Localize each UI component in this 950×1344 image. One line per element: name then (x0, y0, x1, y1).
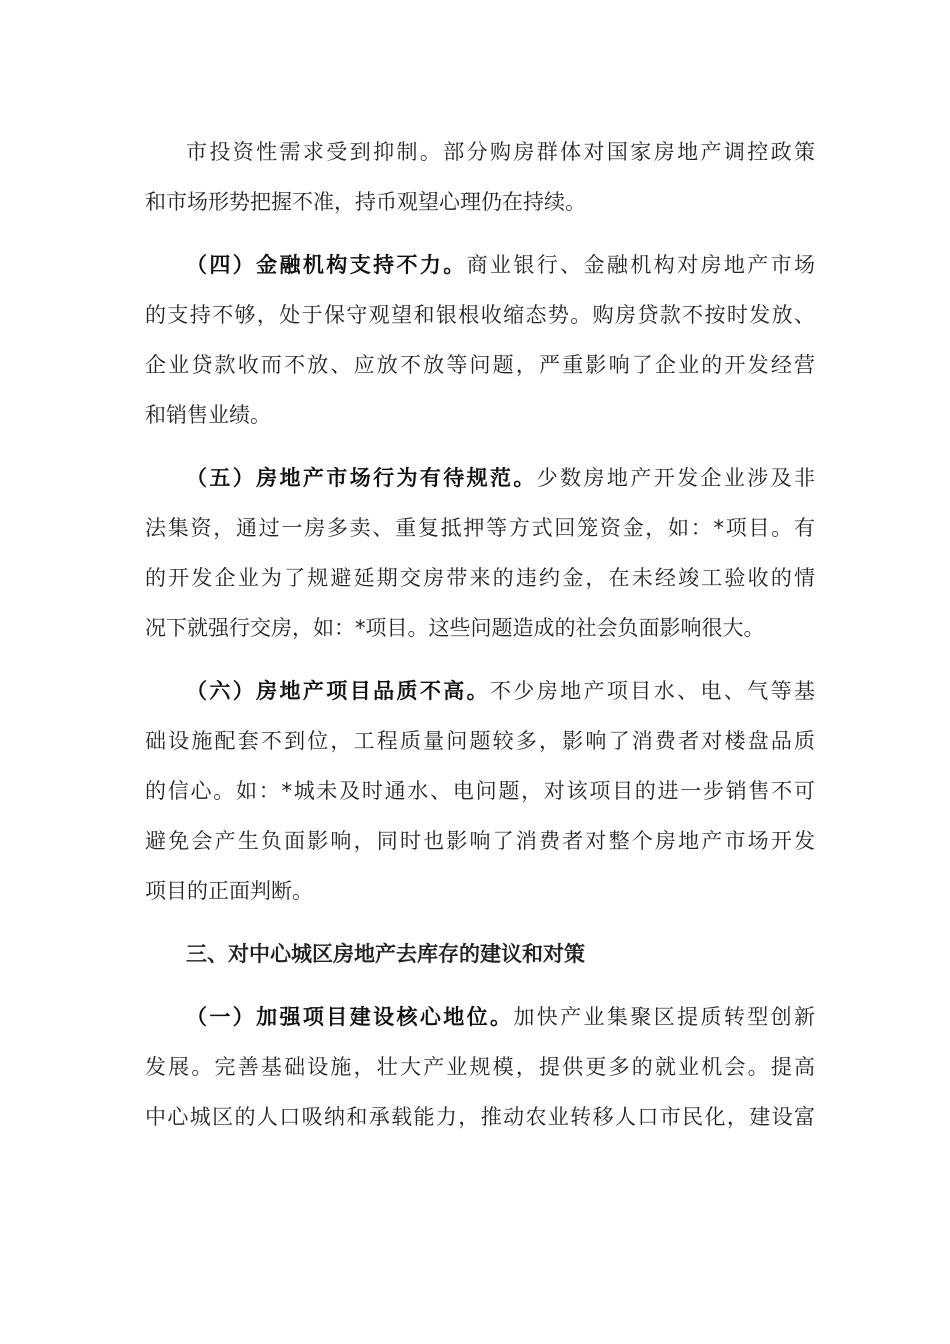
paragraph-lead: （一）加强项目建设核心地位。 (186, 1005, 514, 1029)
paragraph-line: 的信心。如：*城未及时通水、电问题，对该项目的进一步销售不可 (145, 779, 815, 803)
paragraph-lead: （五）房地产市场行为有待规范。 (186, 466, 537, 490)
paragraph-line: 市投资性需求受到抑制。部分购房群体对国家房地产调控政策 (186, 140, 815, 164)
paragraph-line (186, 676, 815, 706)
paragraph-line: 和市场形势把握不准，持币观望心理仍在持续。 (145, 190, 586, 214)
paragraph-text: 不少房地产项目水、电、气等基 (490, 679, 815, 703)
paragraph-lead: （六）房地产项目品质不高。 (186, 679, 490, 703)
paragraph-line: 的支持不够，处于保守观望和银根收缩态势。购房贷款不按时发放、 (145, 303, 815, 327)
paragraph-line: 项目的正面判断。 (145, 879, 313, 903)
paragraph-line: 中心城区的人口吸纳和承载能力，推动农业转移人口市民化，建设富 (145, 1105, 815, 1129)
paragraph-line: 和销售业绩。 (145, 403, 271, 427)
paragraph-line: 发展。完善基础设施，壮大产业规模，提供更多的就业机会。提高 (145, 1055, 815, 1079)
paragraph-line: 础设施配套不到位，工程质量问题较多，影响了消费者对楼盘品质 (145, 729, 815, 753)
paragraph-line: 况下就强行交房，如：*项目。这些问题造成的社会负面影响很大。 (145, 616, 765, 640)
paragraph-text: 商业银行、金融机构对房地产市场 (466, 253, 816, 277)
paragraph-line (186, 1002, 815, 1032)
paragraph-text: 加快产业集聚区提质转型创新 (513, 1005, 816, 1029)
paragraph-line: 法集资，通过一房多卖、重复抵押等方式回笼资金，如：*项目。有 (145, 516, 815, 540)
paragraph-line: 避免会产生负面影响，同时也影响了消费者对整个房地产市场开发 (145, 829, 815, 853)
paragraph-line: 企业贷款收而不放、应放不放等问题，严重影响了企业的开发经营 (145, 353, 815, 377)
paragraph-text: 少数房地产开发企业涉及非 (536, 466, 816, 490)
section-heading: 三、对中心城区房地产去库存的建议和对策 (186, 942, 585, 966)
paragraph-lead: （四）金融机构支持不力。 (186, 253, 467, 277)
paragraph-line (186, 463, 815, 493)
paragraph-line: 的开发企业为了规避延期交房带来的违约金，在未经竣工验收的情 (145, 566, 815, 590)
paragraph-line (186, 250, 815, 280)
